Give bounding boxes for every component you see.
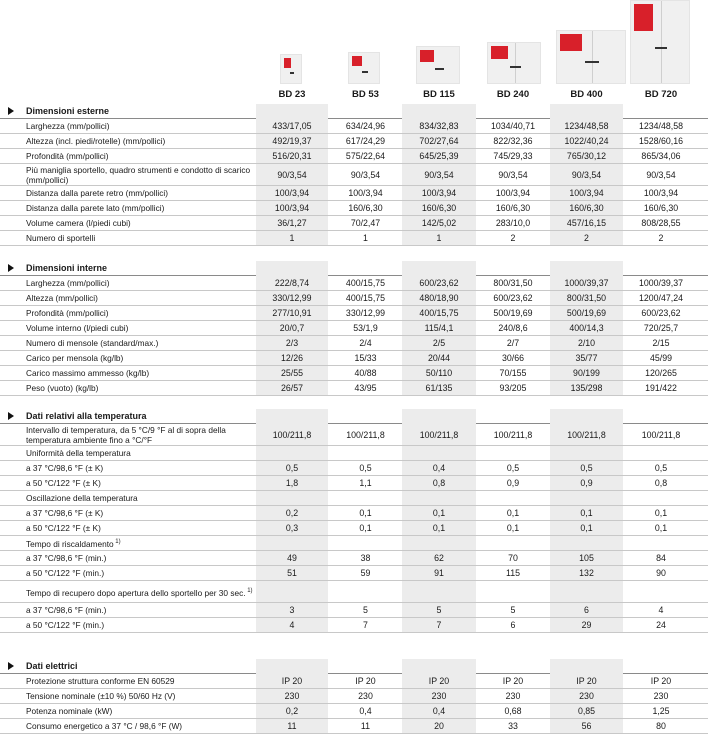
table-cell: 2/4 <box>359 338 372 348</box>
table-cell <box>624 581 698 602</box>
table-cell: 90/3,54 <box>646 169 676 180</box>
table-cell: 1034/40,71 <box>490 121 536 131</box>
row-label: Numero di sportelli <box>26 233 96 243</box>
table-cell: 330/12,99 <box>272 293 312 303</box>
spec-section <box>0 659 708 734</box>
table-cell: 160/6,30 <box>569 203 604 213</box>
table-cell: 29 <box>581 620 592 630</box>
table-cell: 600/23,62 <box>493 293 533 303</box>
table-cell: 160/6,30 <box>421 203 457 213</box>
table-cell: 800/31,50 <box>493 278 533 288</box>
section-header <box>0 409 708 424</box>
table-cell: 20 <box>434 721 444 731</box>
table-row <box>0 566 708 581</box>
table-cell: 4 <box>658 605 664 615</box>
row-label: a 37 °C/98,6 °F (min.) <box>26 553 107 563</box>
section-title: Dimensioni interne <box>26 263 108 273</box>
row-label: Volume camera (l/piedi cubi) <box>26 218 131 228</box>
table-cell: 2/10 <box>577 338 596 348</box>
table-cell: 230 <box>358 691 373 701</box>
table-cell: 0,2 <box>285 508 299 518</box>
table-cell: 5 <box>436 605 442 615</box>
table-cell: 1,1 <box>359 478 372 488</box>
row-label: Altezza (incl. piedi/rotelle) (mm/pollici) <box>26 136 166 146</box>
row-label: Tensione nominale (±10 %) 50/60 Hz (V) <box>26 691 176 701</box>
table-cell: 90/199 <box>573 368 600 378</box>
table-row <box>0 216 708 231</box>
section-title: Dati relativi alla temperatura <box>26 411 147 421</box>
table-cell: IP 20 <box>650 676 672 686</box>
table-cell: 35/77 <box>575 353 598 363</box>
table-row <box>0 674 708 689</box>
table-cell: 90/3,54 <box>350 169 381 180</box>
table-cell: 0,4 <box>432 706 446 716</box>
table-cell: 20/44 <box>427 353 450 363</box>
table-cell: 49 <box>287 553 297 563</box>
table-cell: 5 <box>510 605 516 615</box>
row-label: Tempo di recupero dopo apertura dello sportello per 30 sec. $^{1)}$ <box>26 587 253 598</box>
table-cell: 90/3,54 <box>277 169 307 180</box>
row-label: a 50 °C/122 °F (± K) <box>26 478 101 488</box>
table-cell: 0,3 <box>285 523 299 533</box>
table-row <box>0 306 708 321</box>
table-cell <box>402 491 476 505</box>
table-cell: 53/1,9 <box>353 323 378 333</box>
table-cell: 100/211,8 <box>493 429 533 440</box>
table-cell: 160/6,30 <box>495 203 531 213</box>
table-cell <box>477 581 549 602</box>
table-cell: 0,4 <box>432 463 446 473</box>
table-cell: 24 <box>656 620 666 630</box>
triangle-bullet-icon <box>8 107 14 115</box>
table-cell: 0,8 <box>654 478 668 488</box>
table-cell: 1528/60,16 <box>638 136 684 146</box>
table-cell: 2/15 <box>652 338 670 348</box>
table-cell: 100/211,8 <box>272 429 312 440</box>
table-cell: 0,9 <box>580 478 593 488</box>
table-cell: 0,1 <box>432 523 446 533</box>
table-cell: 0,4 <box>359 706 372 716</box>
table-cell: 0,5 <box>654 463 668 473</box>
table-cell: 45/99 <box>649 353 672 363</box>
table-cell: 1234/48,58 <box>638 121 684 131</box>
triangle-bullet-icon <box>8 412 14 420</box>
section-title: Dati elettrici <box>26 661 78 671</box>
row-label: Distanza dalla parete retro (mm/pollici) <box>26 188 169 198</box>
bd-720-image <box>630 0 690 84</box>
table-cell: 516/20,31 <box>272 151 312 161</box>
table-cell: 91 <box>434 568 444 578</box>
table-row <box>0 321 708 336</box>
row-label: Consumo energetico a 37 °C / 98,6 °F (W) <box>26 721 183 731</box>
table-cell: 575/22,64 <box>345 151 386 161</box>
table-cell: 115/4,1 <box>424 323 454 333</box>
table-cell: 33 <box>508 721 518 731</box>
table-cell: 6 <box>584 605 589 615</box>
table-cell: 100/3,94 <box>348 188 383 198</box>
section-title: Dimensioni esterne <box>26 106 110 116</box>
table-row <box>0 603 708 618</box>
table-cell: 1,25 <box>652 706 670 716</box>
table-cell: 26/57 <box>280 383 303 393</box>
table-cell: 400/15,75 <box>345 293 386 303</box>
table-cell: 765/30,12 <box>566 151 607 161</box>
table-cell: 43/95 <box>354 383 377 393</box>
table-cell: 283/10,0 <box>495 218 531 228</box>
table-row <box>0 689 708 704</box>
table-cell: 433/17,05 <box>272 121 312 131</box>
table-cell <box>624 446 698 460</box>
table-cell: 132 <box>579 568 594 578</box>
table-cell: 100/211,8 <box>641 429 681 440</box>
table-cell: 100/3,94 <box>274 188 310 198</box>
table-cell: 400/14,3 <box>569 323 604 333</box>
table-cell: 135/298 <box>570 383 603 393</box>
table-cell: 11 <box>287 721 297 731</box>
row-label: Peso (vuoto) (kg/lb) <box>26 383 99 393</box>
table-cell: 38 <box>360 553 371 563</box>
table-cell: 745/29,33 <box>493 151 533 161</box>
model-header: BD 720 <box>644 89 678 100</box>
table-row <box>0 149 708 164</box>
table-cell <box>550 491 623 505</box>
table-cell: 105 <box>579 553 594 563</box>
row-label: a 50 °C/122 °F (± K) <box>26 523 101 533</box>
table-cell: 277/10,91 <box>272 308 312 318</box>
table-cell: 0,5 <box>580 463 593 473</box>
table-cell: 12/26 <box>280 353 303 363</box>
table-cell: 3 <box>289 605 295 615</box>
table-cell: 2 <box>584 233 589 243</box>
table-cell: 808/28,55 <box>641 218 681 228</box>
table-cell: 400/15,75 <box>419 308 459 318</box>
row-label: Potenza nominale (kW) <box>26 706 113 716</box>
table-cell: 230 <box>653 691 669 701</box>
table-cell: 115 <box>505 568 521 578</box>
table-cell: 61/135 <box>425 383 453 393</box>
row-label: a 37 °C/98,6 °F (min.) <box>26 605 107 615</box>
table-cell: 617/24,29 <box>345 136 386 146</box>
table-cell <box>550 446 623 460</box>
model-header: BD 400 <box>570 89 603 100</box>
table-cell: 36/1,27 <box>277 218 307 228</box>
table-cell: 0,85 <box>577 706 596 716</box>
table-cell: 100/3,94 <box>495 188 531 198</box>
table-cell: 0,8 <box>432 478 446 488</box>
bd-400-image <box>556 30 626 84</box>
row-label: Uniformità della temperatura <box>26 448 131 458</box>
table-cell: 0,5 <box>285 463 299 473</box>
table-cell: 142/5,02 <box>421 218 457 228</box>
table-cell: 191/422 <box>645 383 677 393</box>
table-cell: 0,2 <box>285 706 299 716</box>
table-cell: 0,1 <box>359 523 372 533</box>
table-cell: 0,1 <box>580 523 593 533</box>
row-label: Carico massimo ammesso (kg/lb) <box>26 368 150 378</box>
table-cell: 230 <box>284 691 300 701</box>
row-label: a 37 °C/98,6 °F (± K) <box>26 508 104 518</box>
table-cell: 84 <box>656 553 666 563</box>
table-cell: 2/3 <box>285 338 299 348</box>
section-header <box>0 104 708 119</box>
table-cell: 702/27,64 <box>419 136 459 146</box>
table-cell: 1000/39,37 <box>638 278 684 288</box>
table-cell: 230 <box>431 691 447 701</box>
row-label: Numero di mensole (standard/max.) <box>26 338 159 348</box>
table-cell: 2 <box>510 233 516 243</box>
table-cell: 90/3,54 <box>424 169 454 180</box>
table-cell <box>256 491 328 505</box>
table-row <box>0 291 708 306</box>
row-label: Intervallo di temperatura, da 5 °C/9 °F al di sopra della temperatura ambiente fino a °C/°F <box>26 424 226 445</box>
table-cell: 600/23,62 <box>419 278 459 288</box>
triangle-bullet-icon <box>8 662 14 670</box>
table-cell: 500/19,69 <box>493 308 533 318</box>
table-cell <box>624 491 698 505</box>
row-label: Profondità (mm/pollici) <box>26 308 109 318</box>
bd-23-image <box>280 54 302 84</box>
section-header <box>0 659 708 674</box>
table-row <box>0 336 708 351</box>
table-cell <box>256 581 328 602</box>
table-cell: 0,1 <box>654 508 668 518</box>
table-cell: 2/7 <box>506 338 520 348</box>
table-cell <box>477 536 549 550</box>
table-cell: 100/3,94 <box>643 188 679 198</box>
row-label: Carico per mensola (kg/lb) <box>26 353 124 363</box>
table-cell: 100/3,94 <box>421 188 457 198</box>
table-row <box>0 446 708 461</box>
table-row <box>0 551 708 566</box>
table-row <box>0 461 708 476</box>
table-cell <box>550 536 623 550</box>
row-label: a 50 °C/122 °F (min.) <box>26 568 105 578</box>
table-cell: 2/5 <box>432 338 446 348</box>
table-row <box>0 476 708 491</box>
table-cell: 822/32,36 <box>493 136 533 146</box>
model-header: BD 23 <box>278 89 306 100</box>
table-cell: IP 20 <box>281 676 303 686</box>
table-cell: 160/6,30 <box>348 203 383 213</box>
table-cell: 100/3,94 <box>569 188 604 198</box>
table-cell: 11 <box>360 721 371 731</box>
table-cell: 1234/48,58 <box>564 121 609 131</box>
table-row <box>0 719 708 734</box>
table-cell: 50/110 <box>425 368 453 378</box>
table-cell: 222/8,74 <box>274 278 310 288</box>
table-row <box>0 351 708 366</box>
table-cell: IP 20 <box>355 676 376 686</box>
table-cell: 645/25,39 <box>419 151 459 161</box>
table-cell: 0,5 <box>359 463 372 473</box>
table-cell: 480/18,90 <box>419 293 459 303</box>
row-label: Distanza dalla parete lato (mm/pollici) <box>26 203 165 213</box>
bd-240-image <box>487 42 541 84</box>
table-cell: 720/25,7 <box>643 323 679 333</box>
table-cell: 330/12,99 <box>345 308 386 318</box>
table-cell: 0,5 <box>506 463 520 473</box>
spec-section <box>0 261 708 396</box>
row-label: Larghezza (mm/pollici) <box>26 121 110 131</box>
row-label: Profondità (mm/pollici) <box>26 151 109 161</box>
table-row <box>0 424 708 446</box>
table-row <box>0 491 708 506</box>
table-row <box>0 581 708 603</box>
table-cell: 1000/39,37 <box>564 278 609 288</box>
table-cell: 40/88 <box>354 368 377 378</box>
table-cell: 0,9 <box>506 478 520 488</box>
bd-115-image <box>416 46 460 84</box>
table-cell: 100/211,8 <box>346 429 385 440</box>
product-images-row <box>0 0 708 84</box>
model-header: BD 115 <box>423 89 455 100</box>
table-row <box>0 231 708 246</box>
table-cell: 230 <box>579 691 594 701</box>
table-cell: IP 20 <box>502 676 524 686</box>
table-cell: 51 <box>287 568 297 578</box>
table-cell: 7 <box>436 620 442 630</box>
table-cell: 1022/40,24 <box>564 136 609 146</box>
table-cell: 1,8 <box>285 478 299 488</box>
table-cell: 20/0,7 <box>279 323 305 333</box>
table-cell: 70/2,47 <box>350 218 381 228</box>
table-cell: 6 <box>510 620 516 630</box>
model-header: BD 240 <box>496 89 530 100</box>
table-cell: 1 <box>363 233 368 243</box>
table-row <box>0 164 708 186</box>
table-cell: 25/55 <box>280 368 303 378</box>
row-label: Larghezza (mm/pollici) <box>26 278 110 288</box>
table-row <box>0 119 708 134</box>
table-cell: 0,1 <box>580 508 593 518</box>
table-cell: 120/265 <box>645 368 677 378</box>
table-cell <box>329 491 402 505</box>
table-row <box>0 134 708 149</box>
table-cell: 4 <box>289 620 295 630</box>
table-row <box>0 618 708 633</box>
table-cell: 457/16,15 <box>566 218 607 228</box>
table-cell <box>402 581 476 602</box>
table-row <box>0 381 708 396</box>
table-cell: 30/66 <box>501 353 524 363</box>
table-cell: 2 <box>658 233 664 243</box>
row-label: Oscillazione della temperatura <box>26 493 138 503</box>
table-cell: 80 <box>656 721 666 731</box>
table-cell: 400/15,75 <box>345 278 386 288</box>
table-row <box>0 521 708 536</box>
table-cell: 492/19,37 <box>272 136 312 146</box>
table-cell: 5 <box>363 605 368 615</box>
table-cell: 100/211,8 <box>419 429 459 440</box>
table-row <box>0 506 708 521</box>
table-cell <box>477 446 549 460</box>
row-label: Volume interno (l/piedi cubi) <box>26 323 129 333</box>
table-cell: 865/34,06 <box>641 151 681 161</box>
spec-section <box>0 409 708 633</box>
table-cell: 800/31,50 <box>566 293 607 303</box>
table-cell: 7 <box>363 620 368 630</box>
table-cell: 100/211,8 <box>567 429 606 440</box>
triangle-bullet-icon <box>8 264 14 272</box>
table-cell: 70/155 <box>499 368 527 378</box>
table-cell: 100/3,94 <box>274 203 310 213</box>
row-label: Più maniglia sportello, quadro strumenti e condotto di scarico (mm/pollici) <box>26 164 251 185</box>
table-row <box>0 276 708 291</box>
table-cell <box>624 536 698 550</box>
table-cell: 0,1 <box>506 523 520 533</box>
table-row <box>0 536 708 551</box>
table-cell: 0,1 <box>506 508 520 518</box>
table-cell <box>256 536 328 550</box>
table-cell: 230 <box>505 691 521 701</box>
table-cell: 500/19,69 <box>566 308 607 318</box>
table-cell: 90/3,54 <box>571 169 602 180</box>
table-cell <box>256 446 328 460</box>
table-row <box>0 704 708 719</box>
table-cell: 90 <box>656 568 666 578</box>
table-cell: 0,1 <box>359 508 372 518</box>
section-header <box>0 261 708 276</box>
table-cell: 59 <box>360 568 371 578</box>
table-cell: 834/32,83 <box>419 121 459 131</box>
table-cell <box>402 446 476 460</box>
table-cell <box>329 581 402 602</box>
table-cell: 240/8,6 <box>498 323 528 333</box>
table-cell <box>329 536 402 550</box>
table-cell <box>550 581 623 602</box>
table-cell: 62 <box>434 553 444 563</box>
table-cell: 1 <box>289 233 295 243</box>
table-cell: 70 <box>508 553 518 563</box>
table-cell <box>329 446 402 460</box>
table-cell: 634/24,96 <box>345 121 386 131</box>
bd-53-image <box>348 52 380 84</box>
table-cell <box>477 491 549 505</box>
row-label: Protezione struttura conforme EN 60529 <box>26 676 175 686</box>
table-row <box>0 201 708 216</box>
table-cell: 93/205 <box>499 383 527 393</box>
table-cell <box>402 536 476 550</box>
table-cell: 1 <box>436 233 442 243</box>
table-cell: 160/6,30 <box>643 203 679 213</box>
row-label: Tempo di riscaldamento $^{1)}$ <box>26 538 121 549</box>
table-cell: 0,1 <box>432 508 446 518</box>
row-label: a 37 °C/98,6 °F (± K) <box>26 463 104 473</box>
row-label: a 50 °C/122 °F (min.) <box>26 620 105 630</box>
table-cell: IP 20 <box>576 676 597 686</box>
table-row <box>0 366 708 381</box>
table-cell: 600/23,62 <box>641 308 681 318</box>
model-header-row <box>0 88 708 102</box>
model-header: BD 53 <box>352 89 379 100</box>
table-cell: 1200/47,24 <box>638 293 684 303</box>
table-cell: 56 <box>581 721 592 731</box>
spec-section <box>0 104 708 246</box>
table-cell: IP 20 <box>428 676 450 686</box>
table-cell: 0,68 <box>504 706 522 716</box>
table-cell: 90/3,54 <box>498 169 528 180</box>
table-cell: 0,1 <box>654 523 668 533</box>
table-cell: 15/33 <box>354 353 377 363</box>
table-row <box>0 186 708 201</box>
row-label: Altezza (mm/pollici) <box>26 293 98 303</box>
